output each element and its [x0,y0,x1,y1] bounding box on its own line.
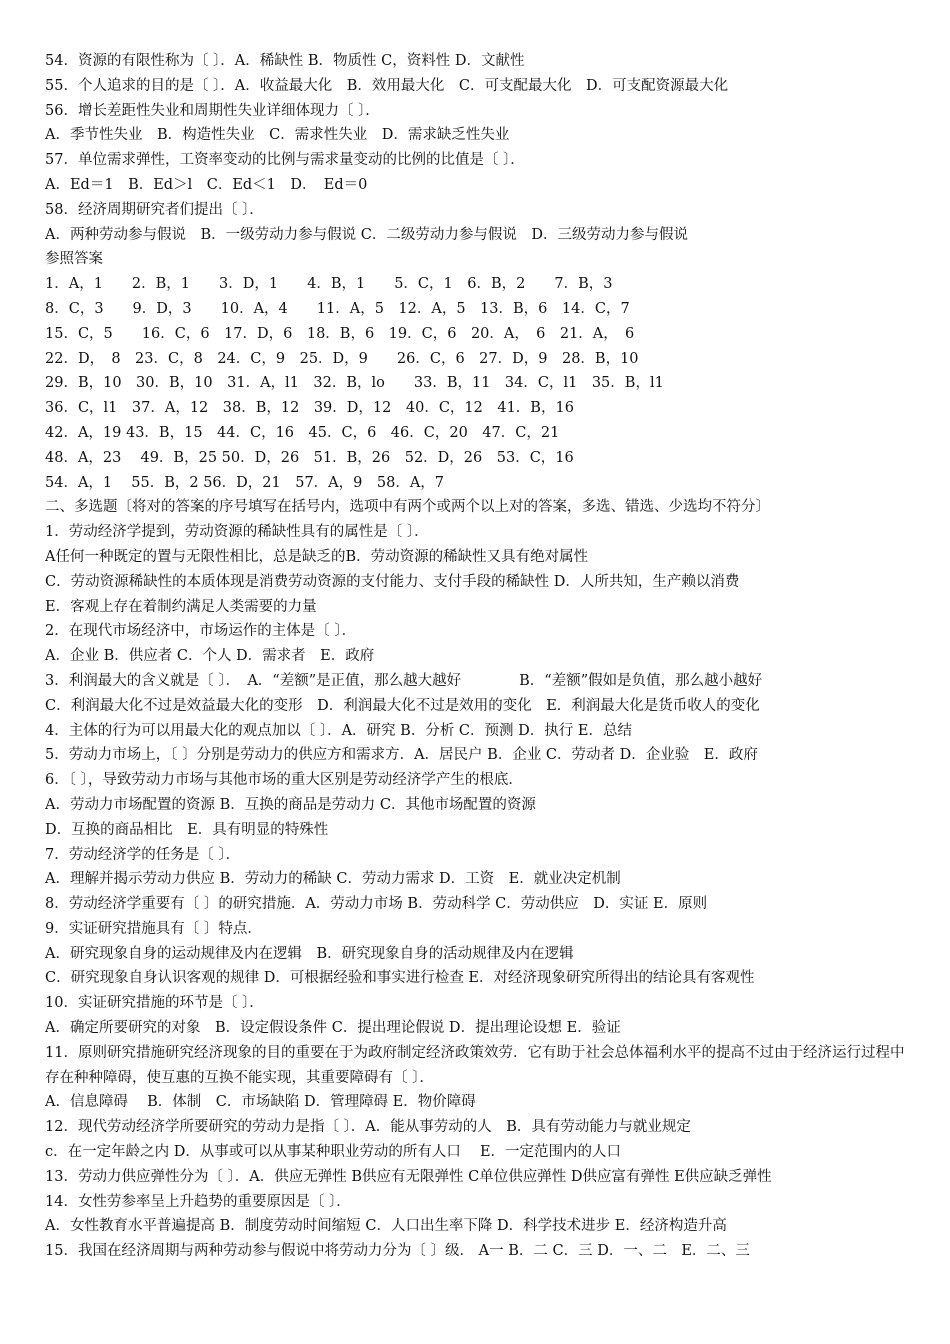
mc-question-7-options: A．理解并揭示劳动力供应 B．劳动力的稀缺 C．劳动力需求 D．工资 E．就业决定机制 [45,871,621,888]
mc-question-9-options: C．研究现象自身认识客观的规律 D．可根据经验和事实进行检查 E．对经济现象研究所得出的结论具有客观性 [45,970,755,987]
mc-question-2-options: A．企业 B．供应者 C．个人 D．需求者 E．政府 [45,648,375,665]
mc-question-11-options: A．信息障碍 B．体制 C．市场缺陷 D．管理障碍 E．物价障碍 [45,1094,476,1111]
mc-question-14: 14．女性劳参率呈上升趋势的重要原因是〔 〕． [45,1193,351,1210]
mc-question-8: 8．劳动经济学重要有〔 〕的研究措施．A．劳动力市场 B．劳动科学 C．劳动供应 D．实证 E．原则 [45,896,708,913]
mc-question-10-options: A．确定所要研究的对象 B．设定假设条件 C．提出理论假说 D．提出理论设想 E．验证 [45,1020,621,1037]
mc-question-3-options: C．利润最大化不过是效益最大化的变形 D．利润最大化不过是效用的变化 E．利润最大化是货币收人的变化 [45,697,760,714]
mc-question-6: 6．〔 〕，导致劳动力市场与其他市场的重大区别是劳动经济学产生的根底． [45,772,523,789]
mc-question-13: 13．劳动力供应弹性分为〔 〕．A．供应无弹性 B供应有无限弹性 C单位供应弹性 D供应富有弹性 E供应缺乏弹性 [45,1168,772,1185]
answer-key-row: 54．A，1 55．B，2 56．D，21 57．A，9 58．A，7 [45,474,445,491]
answer-key-row: 1．A，1 2．B，1 3．D，1 4．B，1 5．C，1 6．B，2 7．B，3 [45,276,613,293]
mc-question-1: 1．劳动经济学提到，劳动资源的稀缺性具有的属性是〔 〕． [45,524,429,541]
answer-key-row: 42．A，19 43．B，15 44．C，16 45．C，6 46．C，20 47．C，21 [45,424,560,441]
question-55: 55．个人追求的目的是〔 〕．A．收益最大化 B．效用最大化 C．可支配最大化 D．可支配资源最大化 [45,77,729,94]
section-heading-multiple-choice: 二、多选题〔将对的答案的序号填写在括号内，选项中有两个或两个以上对的答案，多选、错选、少选均不符分〕 [45,499,770,516]
mc-question-9: 9．实证研究措施具有〔 〕特点． [45,920,262,937]
question-56: 56．增长差距性失业和周期性失业详细体现力〔 〕． [45,102,380,119]
mc-question-11: 11．原则研究措施研究经济现象的目的重要在于为政府制定经济政策效劳．它有助于社会总体福利水平的提高不过由于经济运行过程中存在种种障碍，使互惠的互换不能实现，其重要障碍有〔 〕． [45,1044,905,1086]
mc-question-1-options: E．客观上存在着制约满足人类需要的力量 [45,598,317,615]
mc-question-9-options: A．研究现象自身的运动规律及内在逻辑 B．研究现象自身的活动规律及内在逻辑 [45,945,574,962]
question-57-options: A．Ed＝1 B．Ed＞l C．Ed＜1 D． Ed＝0 [45,176,368,193]
mc-question-12: 12．现代劳动经济学所要研究的劳动力是指〔 〕．A．能从事劳动的人 B．具有劳动能力与就业规定 [45,1119,691,1136]
answer-key-row: 48．A，23 49．B，25 50．D，26 51．B，26 52．D，26 53．C，16 [45,449,574,466]
question-58: 58．经济周期研究者们提出〔 〕． [45,201,264,218]
mc-question-6-options: A．劳动力市场配置的资源 B．互换的商品是劳动力 C．其他市场配置的资源 [45,796,536,813]
mc-question-7: 7．劳动经济学的任务是〔 〕． [45,846,241,863]
mc-question-12-options: c．在一定年龄之内 D．从事或可以从事某种职业劳动的所有人口 E．一定范围内的人口 [45,1144,622,1161]
mc-question-10: 10．实证研究措施的环节是〔 〕． [45,995,264,1012]
answer-key-row: 29．B，10 30．B，10 31．A，l1 32．B，lo 33．B，11 34．C，l1 35．B，l1 [45,375,664,392]
answer-key-row: 8．C，3 9．D，3 10．A，4 11．A，5 12．A，5 13．B，6 14．C，7 [45,300,630,317]
mc-question-14-options: A．女性教育水平普遍提高 B．制度劳动时间缩短 C．人口出生率下降 D．科学技术进步 E．经济构造升高 [45,1218,727,1235]
answer-key-heading: 参照答案 [45,251,103,268]
answer-key-row: 15．C，5 16．C，6 17．D，6 18．B，6 19．C，6 20．A， 6 21．A， 6 [45,325,635,342]
document-page [45,49,915,1264]
question-56-options: A．季节性失业 B．构造性失业 C．需求性失业 D．需求缺乏性失业 [45,127,510,144]
mc-question-2: 2．在现代市场经济中，市场运作的主体是〔 〕． [45,623,357,640]
mc-question-6-options: D．互换的商品相比 E．具有明显的特殊性 [45,821,329,838]
mc-question-1-options: C．劳动资源稀缺性的本质体现是消费劳动资源的支付能力、支付手段的稀缺性 D．人所共知，生产赖以消费 [45,573,740,590]
question-57: 57．单位需求弹性，工资率变动的比例与需求量变动的比例的比值是〔 〕． [45,152,525,169]
question-58-options: A．两种劳动参与假说 B．一级劳动力参与假说 C．二级劳动力参与假说 D．三级劳动力参与假说 [45,226,688,243]
answer-key-row: 36．C，l1 37．A，12 38．B，12 39．D，12 40．C，12 41．B，16 [45,400,574,417]
mc-question-15: 15．我国在经济周期与两种劳动参与假说中将劳动力分为〔 〕级． A一 B．二 C．三 D．一、二 E．二、三 [45,1243,750,1260]
question-54: 54．资源的有限性称为〔 〕．A．稀缺性 B．物质性 C，资料性 D．文献性 [45,53,525,69]
mc-question-5: 5．劳动力市场上，〔 〕分别是劳动力的供应方和需求方．A．居民户 B．企业 C．劳动者 D．企业验 E．政府 [45,747,758,764]
mc-question-4: 4．主体的行为可以用最大化的观点加以〔 〕．A．研究 B．分析 C．预测 D．执行 E．总结 [45,722,632,739]
answer-key-row: 22．D， 8 23．C，8 24．C，9 25．D，9 26．C，6 27．D，9 28．B，10 [45,350,639,367]
mc-question-3: 3．利润最大的含义就是〔 〕． A．“差额”是正值，那么越大越好 B．“差额”假如是负值，那么越小越好 [45,672,763,689]
mc-question-1-options: A任何一种既定的置与无限性相比，总是缺乏的B．劳动资源的稀缺性又具有绝对属性 [45,548,589,565]
